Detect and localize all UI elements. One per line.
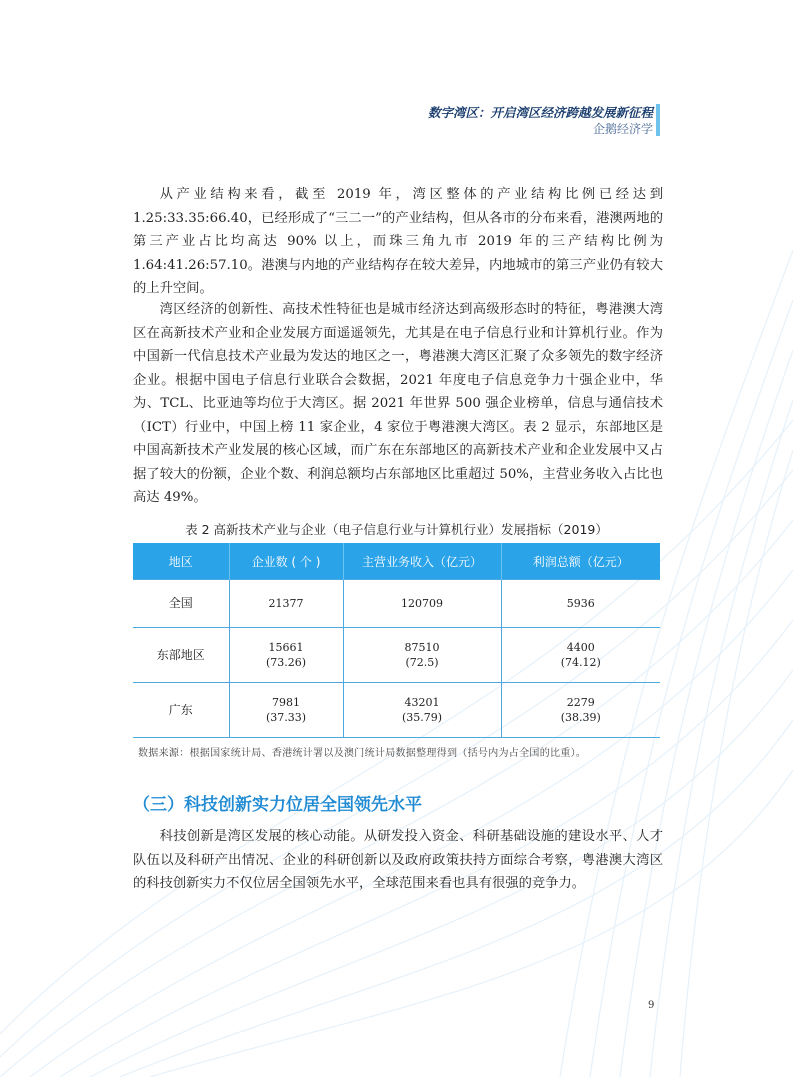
share: (38.39) <box>560 711 601 724</box>
cell-region: 广东 <box>133 683 229 738</box>
page-header <box>428 104 653 138</box>
cell-profit <box>501 683 660 738</box>
value: 2279 <box>566 696 595 709</box>
cell-profit <box>501 580 660 628</box>
cell-revenue <box>343 580 501 628</box>
cell-region: 全国 <box>133 580 229 628</box>
cell-revenue <box>343 683 501 738</box>
cell-firms <box>229 683 343 738</box>
paragraph-tech-innovation: 科技创新是湾区发展的核心动能。从研发投入资金、科研基础设施的建设水平、人才队伍以及科研产出情况、企业的科研创新以及政府政策扶持方面综合考察，粤港澳大湾区的科技创新实力不仅位居全国领先水平，全球范围来看也具有很强的竞争力。 <box>133 829 663 891</box>
value: 21377 <box>268 597 304 610</box>
table-source-note: 数据来源：根据国家统计局、香港统计署以及澳门统计局数据整理得到（括号内为占全国的比重）。 <box>138 748 587 759</box>
value: 4400 <box>566 641 595 654</box>
header-subtitle: 企鹅经济学 <box>592 122 653 136</box>
header-title: 数字湾区：开启湾区经济跨越发展新征程 <box>427 105 653 120</box>
value: 5936 <box>566 597 595 610</box>
value: 7981 <box>272 696 300 709</box>
column-header-revenue: 主营业务收入（亿元） <box>343 543 501 580</box>
cell-firms <box>229 580 343 628</box>
share: (35.79) <box>401 711 443 724</box>
cell-revenue <box>343 628 501 683</box>
column-header-region: 地区 <box>133 543 229 580</box>
value: 15661 <box>268 641 304 654</box>
table-header-row <box>133 543 660 580</box>
cell-firms <box>229 628 343 683</box>
share: (72.5) <box>405 656 439 669</box>
share: (73.26) <box>265 656 307 669</box>
cell-profit <box>501 628 660 683</box>
column-header-profit: 利润总额（亿元） <box>501 543 660 580</box>
value: 87510 <box>404 641 440 654</box>
paragraph-industry-structure: 从产业结构来看，截至 2019 年，湾区整体的产业结构比例已经达到 1.25:33.35:66.40，已经形成了“三二一”的产业结构，但从各市的分布来看，港澳两地的第三产业占比均高达 90% 以上，而珠三角九市 2019 年的三产结构比例为 1.64:41.26:57.10。港澳与内地的产业结构存在较大差异，内地城市的第三产业仍有较大的上升空间。 <box>133 187 663 296</box>
value: 120709 <box>401 597 443 610</box>
paragraph-high-tech: 湾区经济的创新性、高技术性特征也是城市经济达到高级形态时的特征，粤港澳大湾区在高新技术产业和企业发展方面遥遥领先，尤其是在电子信息行业和计算机行业。作为中国新一代信息技术产业最为发达的地区之一，粤港澳大湾区汇聚了众多领先的数字经济企业。根据中国电子信息行业联合会数据，2021 年度电子信息竞争力十强企业中，华为、TCL、比亚迪等均位于大湾区。据 2021 年世界 500 强企业榜单，信息与通信技术（ICT）行业中，中国上榜 11 家企业，4 家位于粤港澳大湾区。表 2 显示，东部地区是中国高新技术产业发展的核心区域，而广东在东部地区的高新技术产业和企业发展中又占据了较大的份额，企业个数、利润总额均占东部地区比重超过 50%，主营业务收入占比也高达 49%。 <box>133 302 663 505</box>
share: (37.33) <box>265 711 307 724</box>
share: (74.12) <box>560 656 601 669</box>
column-header-firms: 企业数 ( 个 ) <box>229 543 343 580</box>
table-caption: 表 2 高新技术产业与企业（电子信息行业与计算机行业）发展指标（2019） <box>185 522 608 537</box>
table-row <box>133 628 660 683</box>
header-accent-bar <box>656 104 660 136</box>
page-number: 9 <box>648 1000 655 1011</box>
value: 43201 <box>404 696 440 709</box>
section-heading: （三）科技创新实力位居全国领先水平 <box>133 795 422 815</box>
cell-region: 东部地区 <box>133 628 229 683</box>
table-row <box>133 580 660 628</box>
table-row <box>133 683 660 738</box>
high-tech-indicators-table <box>133 543 660 738</box>
